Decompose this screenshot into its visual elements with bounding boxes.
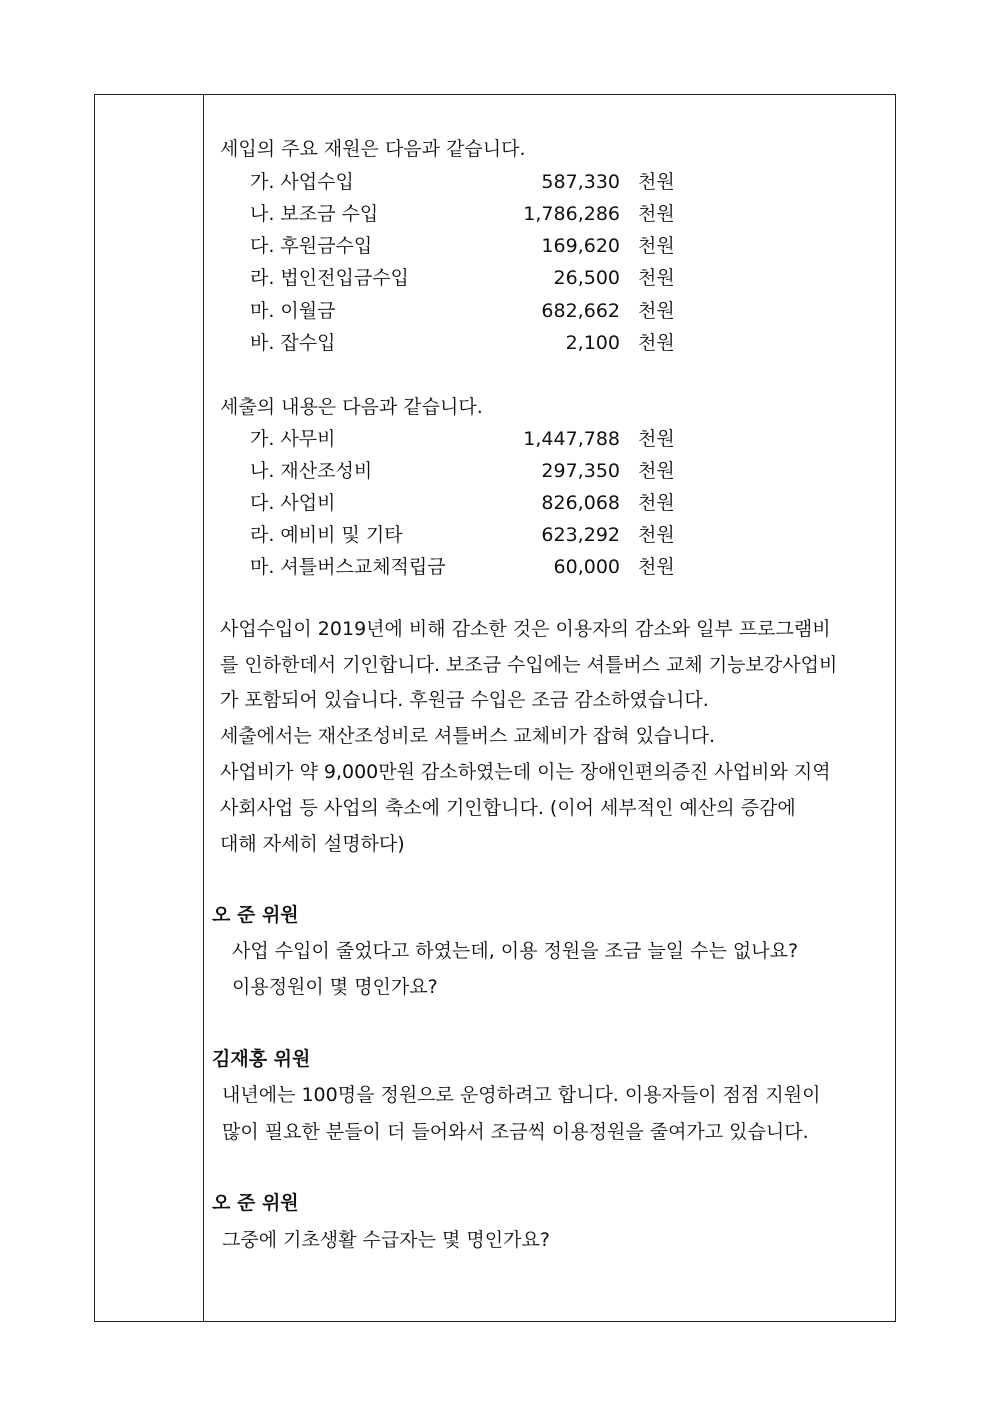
item-amount: 826,068	[541, 492, 620, 514]
item-unit: 천원	[638, 235, 675, 257]
expenditure-item	[250, 491, 690, 515]
item-unit: 천원	[638, 267, 675, 289]
revenue-item	[250, 266, 690, 290]
item-label: 다. 사업비	[250, 492, 336, 514]
item-amount: 682,662	[541, 300, 620, 322]
revenue-item	[250, 331, 690, 355]
explanation-line: 가 포함되어 있습니다. 후원금 수입은 조금 감소하였습니다.	[220, 689, 709, 711]
item-label: 바. 잡수입	[250, 332, 336, 354]
item-unit: 천원	[638, 556, 675, 578]
item-unit: 천원	[638, 428, 675, 450]
revenue-intro: 세입의 주요 재원은 다음과 같습니다.	[220, 138, 526, 160]
explanation-line: 를 인하한데서 기인합니다. 보조금 수입에는 셔틀버스 교체 기능보강사업비	[220, 654, 838, 676]
item-label: 라. 법인전입금수입	[250, 267, 409, 289]
item-amount: 1,447,788	[523, 428, 620, 450]
item-label: 라. 예비비 및 기타	[250, 524, 403, 546]
item-unit: 천원	[638, 492, 675, 514]
item-amount: 587,330	[541, 171, 620, 193]
revenue-item	[250, 170, 690, 194]
revenue-item	[250, 299, 690, 323]
explanation-line: 사회사업 등 사업의 축소에 기인합니다. (이어 세부적인 예산의 증감에	[220, 797, 796, 819]
expenditure-item	[250, 555, 690, 579]
item-label: 마. 이월금	[250, 300, 336, 322]
speech-line: 사업 수입이 줄었다고 하였는데, 이용 정원을 조금 늘일 수는 없나요?	[232, 940, 799, 962]
speaker-name: 김재홍 위원	[212, 1048, 311, 1070]
item-unit: 천원	[638, 524, 675, 546]
item-amount: 169,620	[541, 235, 620, 257]
item-label: 마. 셔틀버스교체적립금	[250, 556, 446, 578]
item-unit: 천원	[638, 203, 675, 225]
speech-line: 이용정원이 몇 명인가요?	[232, 976, 438, 998]
item-unit: 천원	[638, 300, 675, 322]
item-amount: 2,100	[565, 332, 620, 354]
expenditure-item	[250, 427, 690, 451]
explanation-line: 대해 자세히 설명하다)	[220, 833, 405, 855]
speaker-name: 오 준 위원	[212, 1192, 299, 1214]
item-label: 가. 사무비	[250, 428, 336, 450]
item-amount: 60,000	[553, 556, 620, 578]
speaker-name: 오 준 위원	[212, 904, 299, 926]
item-amount: 297,350	[541, 460, 620, 482]
expenditure-item	[250, 523, 690, 547]
item-amount: 26,500	[553, 267, 620, 289]
speech-line: 내년에는 100명을 정원으로 운영하려고 합니다. 이용자들이 점점 지원이	[222, 1084, 821, 1106]
item-label: 다. 후원금수입	[250, 235, 373, 257]
item-label: 가. 사업수입	[250, 171, 354, 193]
speech-line: 많이 필요한 분들이 더 들어와서 조금씩 이용정원을 줄여가고 있습니다.	[222, 1121, 809, 1143]
revenue-item	[250, 234, 690, 258]
explanation-line: 사업비가 약 9,000만원 감소하였는데 이는 장애인편의증진 사업비와 지역	[220, 761, 831, 783]
explanation-line: 세출에서는 재산조성비로 셔틀버스 교체비가 잡혀 있습니다.	[220, 725, 716, 747]
expenditure-intro: 세출의 내용은 다음과 같습니다.	[220, 396, 483, 418]
item-unit: 천원	[638, 171, 675, 193]
item-label: 나. 보조금 수입	[250, 203, 379, 225]
item-amount: 1,786,286	[523, 203, 620, 225]
explanation-line: 사업수입이 2019년에 비해 감소한 것은 이용자의 감소와 일부 프로그램비	[220, 618, 831, 640]
item-unit: 천원	[638, 460, 675, 482]
revenue-item	[250, 202, 690, 226]
item-amount: 623,292	[541, 524, 620, 546]
speech-line: 그중에 기초생활 수급자는 몇 명인가요?	[222, 1229, 550, 1251]
item-label: 나. 재산조성비	[250, 460, 373, 482]
item-unit: 천원	[638, 332, 675, 354]
expenditure-item	[250, 459, 690, 483]
